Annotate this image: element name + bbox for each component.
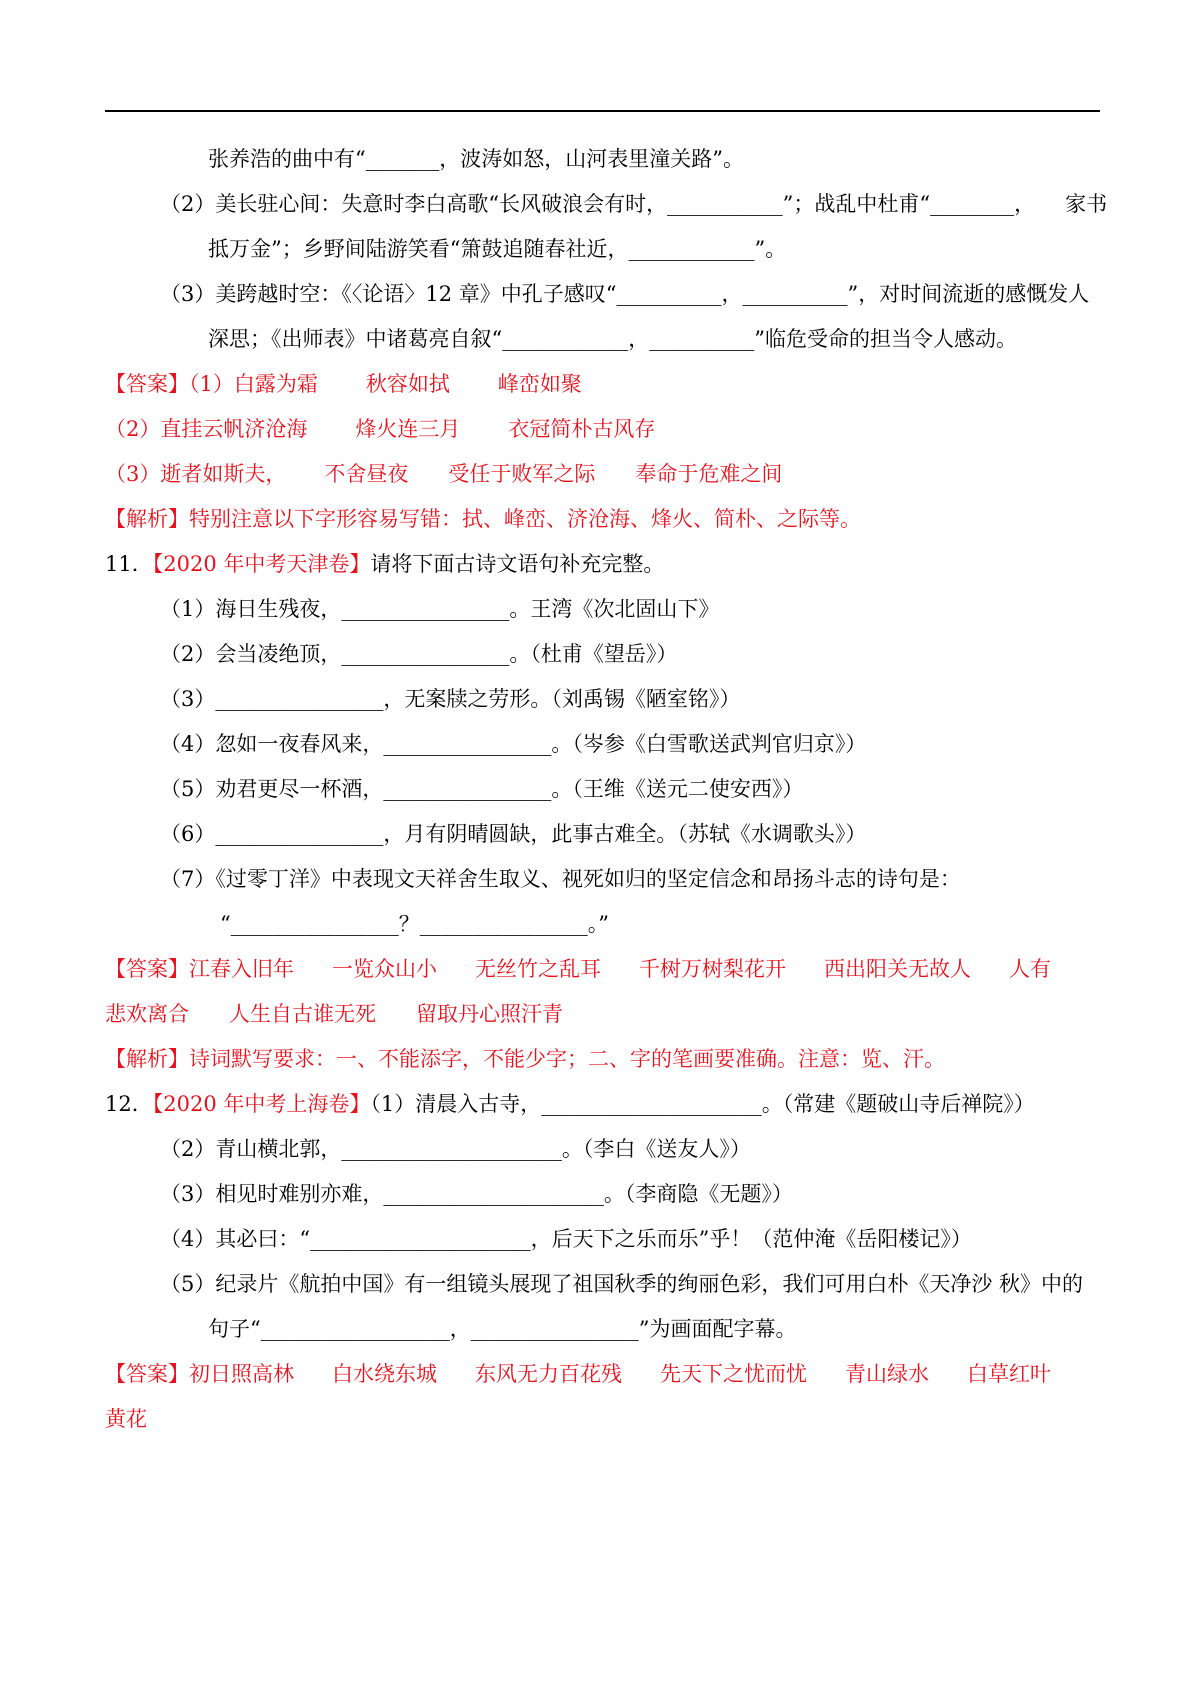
q10-line-1: 张养浩的曲中有“_______，波涛如怒，山河表里潼关路”。 [208,147,744,171]
answer-item: 烽火连三月 [355,417,461,441]
q11-item-6: （6）________________，月有阴晴圆缺，此事古难全。（苏轼《水调歌头》） [160,822,867,846]
answer-item: 西出阳关无故人 [824,957,971,981]
q11-item-7-blank: “________________？________________。” [220,912,609,936]
answer-item: 悲欢离合 [105,1002,189,1026]
q10-item-2-line-2: 抵万金”；乡野间陆游笑看“箫鼓追随春社近，____________”。 [208,237,787,261]
q12-item-3: （3）相见时难别亦难，_____________________。（李商隐《无题》） [160,1182,793,1206]
answer-item: 衣冠简朴古风存 [508,417,656,441]
question-source: 【2020 年中考上海卷】 [152,1092,371,1116]
q10-analysis [105,504,861,534]
answer-item: 千树万树梨花开 [639,957,786,981]
q10-item-2-line-1 [160,189,1107,219]
q10-item-3-line-2: 深思；《出师表》中诸葛亮自叙“____________，__________”临危受命的担当令人感动。 [208,327,1017,351]
answer-item: 无丝竹之乱耳 [475,957,601,981]
q11-item-1: （1）海日生残夜，________________。王湾《次北固山下》 [160,597,720,621]
analysis-text: 诗词默写要求：一、不能添字，不能少字；二、字的笔画要准确。注意：览、汗。 [189,1047,945,1071]
q10-answer-line-3 [105,459,782,489]
answer-item: 人有 [1009,957,1051,981]
answer-tag: 【答案】 [105,957,189,981]
answer-item: 留取丹心照汗青 [416,1002,563,1026]
answer-item: 秋容如拭 [365,372,450,396]
answer-item: 奉命于危难之间 [635,462,783,486]
q10-item-2-end: 家书 [1065,192,1108,216]
question-number: 11． [105,552,153,576]
q11-analysis [105,1044,945,1074]
answer-item: 受任于败军之际 [448,462,596,486]
q11-item-4: （4）忽如一夜春风来，________________。（岑参《白雪歌送武判官归京》） [160,732,867,756]
answer-item: 不舍昼夜 [324,462,409,486]
answer-item: 青山绿水 [845,1362,929,1386]
question-number: 12． [105,1092,153,1116]
q12-item-5-line-2: 句子“__________________，________________”为画面配字幕。 [208,1317,797,1341]
header-rule [105,110,1100,112]
answer-item: 白水绕东城 [332,1362,437,1386]
q10-item-2-text: （2）美长驻心间：失意时李白高歌“长风破浪会有时，___________”；战乱中杜甫“________， [160,192,1036,216]
answer-item: 白草红叶 [967,1362,1051,1386]
answer-item: 东风无力百花残 [475,1362,622,1386]
answer-item: 一览众山小 [332,957,437,981]
q12-item-4: （4）其必曰：“_____________________，后天下之乐而乐”乎！（范仲淹《岳阳楼记》） [160,1227,972,1251]
answer-item: 先天下之忧而忧 [660,1362,807,1386]
q11-heading [105,549,664,579]
answer-tag: 【答案】 [105,372,189,396]
q11-answer-line-2 [105,999,563,1029]
answer-item: 人生自古谁无死 [229,1002,376,1026]
q11-answer-line-1 [105,954,1051,984]
q10-answer-line-2 [105,414,655,444]
answer-item: 峰峦如聚 [497,372,582,396]
answer-item: （1）白露为霜 [189,372,318,396]
analysis-text: 特别注意以下字形容易写错：拭、峰峦、济沧海、烽火、简朴、之际等。 [189,507,861,531]
answer-item: （3）逝者如斯夫， [105,462,287,486]
q12-answer-line-1 [105,1359,1051,1389]
answer-tag: 【答案】 [105,1362,189,1386]
q12-item-1: （1）清晨入古寺，_____________________。（常建《题破山寺后禅院》） [370,1092,1035,1116]
answer-item: 江春入旧年 [189,957,294,981]
question-stem: 请将下面古诗文语句补充完整。 [370,552,665,576]
q11-item-7: （7）《过零丁洋》中表现文天祥舍生取义、视死如归的坚定信念和昂扬斗志的诗句是： [160,867,961,891]
q10-answer-line-1 [105,369,582,399]
q10-item-3-line-1: （3）美跨越时空：《〈论语〉12 章》中孔子感叹“__________，__________”，对时间流逝的感慨发人 [160,282,1090,306]
q12-answer-line-2: 黄花 [105,1407,147,1431]
answer-item: 初日照高林 [189,1362,294,1386]
q12-heading [105,1089,1035,1119]
q12-item-5-line-1: （5）纪录片《航拍中国》有一组镜头展现了祖国秋季的绚丽色彩，我们可用白朴《天净沙 秋》中的 [160,1272,1084,1296]
q11-item-2: （2）会当凌绝顶，________________。（杜甫《望岳》） [160,642,678,666]
analysis-tag: 【解析】 [105,1047,189,1071]
answer-item: （2）直挂云帆济沧海 [105,417,308,441]
analysis-tag: 【解析】 [105,507,189,531]
question-source: 【2020 年中考天津卷】 [152,552,371,576]
q12-item-2: （2）青山横北郭，_____________________。（李白《送友人》） [160,1137,751,1161]
q11-item-3: （3）________________，无案牍之劳形。（刘禹锡《陋室铭》） [160,687,741,711]
q11-item-5: （5）劝君更尽一杯酒，________________。（王维《送元二使安西》） [160,777,804,801]
